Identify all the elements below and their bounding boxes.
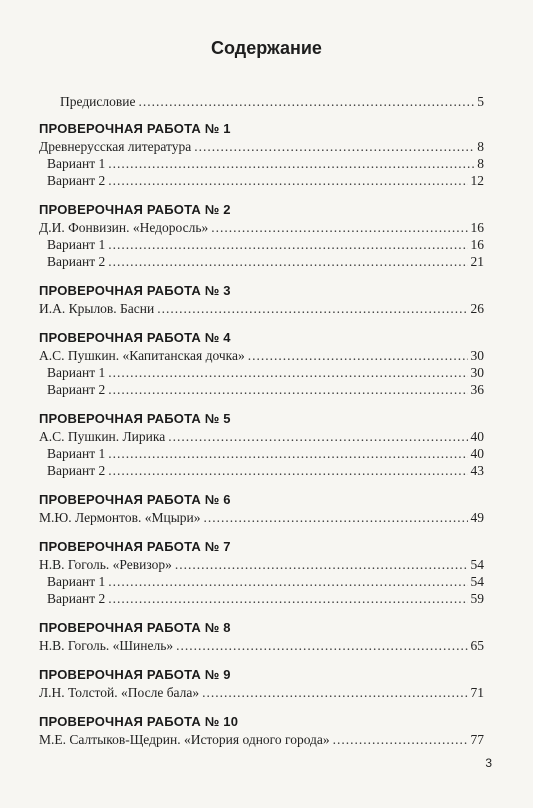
toc-entry-label: Вариант 2 bbox=[47, 254, 106, 269]
toc-section bbox=[39, 538, 484, 607]
section-heading[interactable]: ПРОВЕРОЧНАЯ РАБОТА № 4 bbox=[39, 330, 231, 345]
toc-variant-entry[interactable] bbox=[39, 236, 484, 253]
toc-entry-page: 49 bbox=[470, 510, 484, 525]
section-heading[interactable]: ПРОВЕРОЧНАЯ РАБОТА № 1 bbox=[39, 121, 231, 136]
toc-section bbox=[39, 619, 484, 654]
toc-entry[interactable] bbox=[39, 138, 484, 155]
toc-variant-entry[interactable] bbox=[39, 381, 484, 398]
leader-dots bbox=[204, 509, 468, 526]
toc-variant-entry[interactable] bbox=[39, 172, 484, 189]
leader-dots bbox=[108, 172, 467, 189]
toc-entry-label: Предисловие bbox=[60, 94, 136, 109]
toc-entry-page: 54 bbox=[470, 574, 484, 589]
toc-entry-preface[interactable] bbox=[39, 93, 484, 110]
section-heading[interactable]: ПРОВЕРОЧНАЯ РАБОТА № 5 bbox=[39, 411, 231, 426]
leader-dots bbox=[108, 590, 467, 607]
section-heading[interactable]: ПРОВЕРОЧНАЯ РАБОТА № 7 bbox=[39, 539, 231, 554]
toc-variant-entry[interactable] bbox=[39, 364, 484, 381]
leader-dots bbox=[333, 731, 468, 748]
toc-entry[interactable] bbox=[39, 300, 484, 317]
toc-entry[interactable] bbox=[39, 219, 484, 236]
toc-section bbox=[39, 329, 484, 398]
leader-dots bbox=[108, 364, 467, 381]
leader-dots bbox=[138, 93, 474, 110]
toc-entry-label: Н.В. Гоголь. «Ревизор» bbox=[39, 557, 172, 572]
leader-dots bbox=[157, 300, 467, 317]
leader-dots bbox=[108, 253, 467, 270]
toc-entry[interactable] bbox=[39, 637, 484, 654]
toc-entry-page: 5 bbox=[477, 94, 484, 109]
toc-entry-label: Вариант 2 bbox=[47, 382, 106, 397]
toc-variant-entry[interactable] bbox=[39, 573, 484, 590]
toc-section bbox=[39, 201, 484, 270]
toc-entry[interactable] bbox=[39, 556, 484, 573]
toc-entry-label: М.Е. Салтыков-Щедрин. «История одного города» bbox=[39, 732, 330, 747]
toc-entry[interactable] bbox=[39, 731, 484, 748]
section-heading[interactable]: ПРОВЕРОЧНАЯ РАБОТА № 8 bbox=[39, 620, 231, 635]
page-title: Содержание bbox=[211, 38, 322, 58]
toc-entry-page: 77 bbox=[470, 732, 484, 747]
toc-entry-label: Вариант 2 bbox=[47, 463, 106, 478]
toc-entry-page: 40 bbox=[470, 429, 484, 444]
toc-section bbox=[39, 666, 484, 701]
toc-entry-page: 16 bbox=[470, 237, 484, 252]
toc-entry-page: 26 bbox=[470, 301, 484, 316]
toc-entry-page: 21 bbox=[470, 254, 484, 269]
toc-entry-label: А.С. Пушкин. Лирика bbox=[39, 429, 166, 444]
toc-section bbox=[39, 491, 484, 526]
table-of-contents bbox=[39, 93, 484, 748]
toc-entry-page: 8 bbox=[477, 156, 484, 171]
toc-entry-label: Вариант 1 bbox=[47, 237, 106, 252]
toc-entry[interactable] bbox=[39, 684, 484, 701]
toc-variant-entry[interactable] bbox=[39, 590, 484, 607]
toc-entry-label: Вариант 1 bbox=[47, 446, 106, 461]
toc-entry-label: А.С. Пушкин. «Капитанская дочка» bbox=[39, 348, 245, 363]
toc-sections bbox=[39, 120, 484, 748]
toc-entry-page: 16 bbox=[470, 220, 484, 235]
toc-entry-label: Вариант 1 bbox=[47, 365, 106, 380]
toc-entry-label: Вариант 2 bbox=[47, 173, 106, 188]
leader-dots bbox=[175, 556, 468, 573]
toc-entry-page: 65 bbox=[470, 638, 484, 653]
toc-entry-label: И.А. Крылов. Басни bbox=[39, 301, 155, 316]
toc-entry-page: 71 bbox=[470, 685, 484, 700]
toc-entry[interactable] bbox=[39, 347, 484, 364]
toc-entry-page: 36 bbox=[470, 382, 484, 397]
leader-dots bbox=[168, 428, 467, 445]
leader-dots bbox=[176, 637, 467, 654]
leader-dots bbox=[211, 219, 467, 236]
toc-section bbox=[39, 410, 484, 479]
toc-entry-label: Вариант 2 bbox=[47, 591, 106, 606]
toc-variant-entry[interactable] bbox=[39, 155, 484, 172]
leader-dots bbox=[248, 347, 468, 364]
leader-dots bbox=[108, 155, 474, 172]
toc-entry-page: 12 bbox=[470, 173, 484, 188]
toc-entry-label: Н.В. Гоголь. «Шинель» bbox=[39, 638, 174, 653]
toc-section bbox=[39, 713, 484, 748]
toc-entry[interactable] bbox=[39, 509, 484, 526]
toc-entry-label: Д.И. Фонвизин. «Недоросль» bbox=[39, 220, 209, 235]
page-number: 3 bbox=[485, 756, 492, 770]
toc-entry[interactable] bbox=[39, 428, 484, 445]
section-heading[interactable]: ПРОВЕРОЧНАЯ РАБОТА № 9 bbox=[39, 667, 231, 682]
toc-entry-page: 59 bbox=[470, 591, 484, 606]
section-heading[interactable]: ПРОВЕРОЧНАЯ РАБОТА № 3 bbox=[39, 283, 231, 298]
section-heading[interactable]: ПРОВЕРОЧНАЯ РАБОТА № 6 bbox=[39, 492, 231, 507]
toc-variant-entry[interactable] bbox=[39, 253, 484, 270]
toc-entry-label: М.Ю. Лермонтов. «Мцыри» bbox=[39, 510, 201, 525]
leader-dots bbox=[108, 573, 467, 590]
leader-dots bbox=[202, 684, 467, 701]
toc-entry-page: 30 bbox=[470, 365, 484, 380]
section-heading[interactable]: ПРОВЕРОЧНАЯ РАБОТА № 10 bbox=[39, 714, 239, 729]
toc-entry-page: 30 bbox=[470, 348, 484, 363]
toc-entry-label: Вариант 1 bbox=[47, 574, 106, 589]
leader-dots bbox=[108, 381, 467, 398]
leader-dots bbox=[108, 445, 467, 462]
toc-variant-entry[interactable] bbox=[39, 445, 484, 462]
toc-entry-label: Древнерусская литература bbox=[39, 139, 192, 154]
toc-entry-label: Вариант 1 bbox=[47, 156, 106, 171]
toc-section bbox=[39, 282, 484, 317]
leader-dots bbox=[194, 138, 474, 155]
toc-entry-page: 54 bbox=[470, 557, 484, 572]
toc-entry-page: 8 bbox=[477, 139, 484, 154]
toc-entry-page: 43 bbox=[470, 463, 484, 478]
section-heading[interactable]: ПРОВЕРОЧНАЯ РАБОТА № 2 bbox=[39, 202, 231, 217]
toc-variant-entry[interactable] bbox=[39, 462, 484, 479]
toc-entry-page: 40 bbox=[470, 446, 484, 461]
toc-section bbox=[39, 120, 484, 189]
leader-dots bbox=[108, 236, 467, 253]
toc-entry-label: Л.Н. Толстой. «После бала» bbox=[39, 685, 200, 700]
leader-dots bbox=[108, 462, 467, 479]
